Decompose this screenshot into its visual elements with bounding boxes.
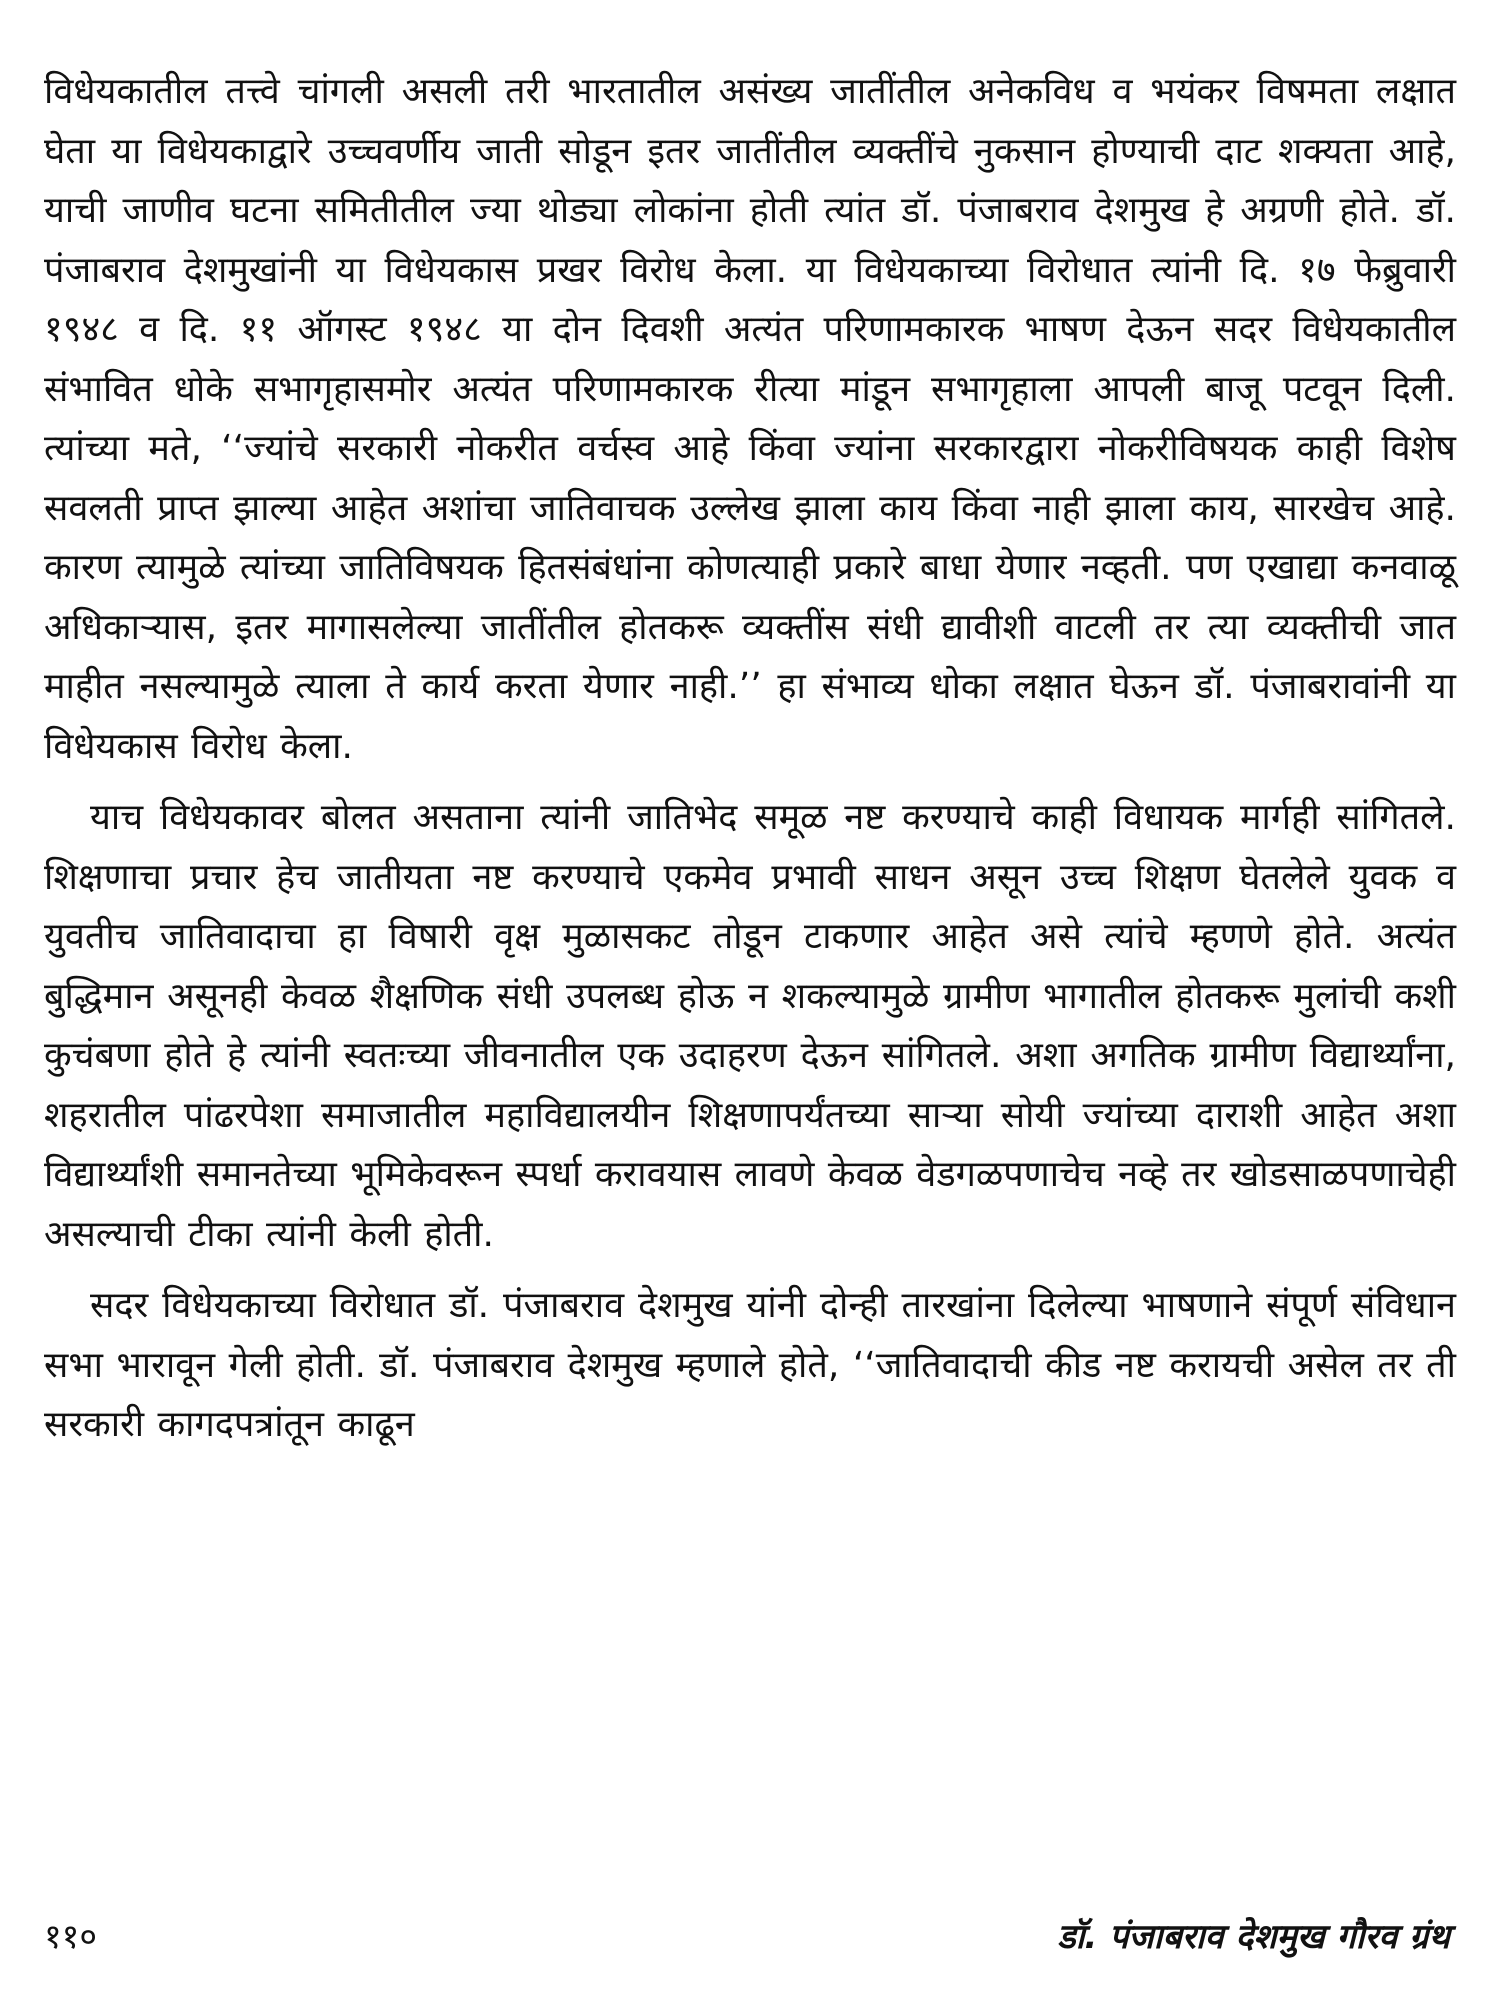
body-paragraph-1: विधेयकातील तत्त्वे चांगली असली तरी भारतातील असंख्य जातींतील अनेकविध व भयंकर विषमता लक्षात घेता या विधेयकाद्वारे उच्चवर्णीय जाती सोडून इतर जातींतील व्यक्तींचे नुकसान होण्याची दाट शक्यता आहे, याची जाणीव घटना समितीतील ज्या थोड्या लोकांना होती त्यांत डॉ. पंजाबराव देशमुख हे अग्रणी होते. डॉ. पंजाबराव देशमुखांनी या विधेयकास प्रखर विरोध केला. या विधेयकाच्या विरोधात त्यांनी दि. १७ फेब्रुवारी १९४८ व दि. ११ ऑगस्ट १९४८ या दोन दिवशी अत्यंत परिणामकारक भाषण देऊन सदर विधेयकातील संभावित धोके सभागृहासमोर अत्यंत परिणामकारक रीत्या मांडून सभागृहाला आपली बाजू पटवून दिली. त्यांच्या मते, ‘‘ज्यांचे सरकारी नोकरीत वर्चस्व आहे किंवा ज्यांना सरकारद्वारा नोकरीविषयक काही विशेष सवलती प्राप्त झाल्या आहेत अशांचा जातिवाचक उल्लेख झाला काय किंवा नाही झाला काय, सारखेच आहे. कारण त्यामुळे त्यांच्या जातिविषयक हितसंबंधांना कोणत्याही प्रकारे बाधा येणार नव्हती. पण एखाद्या कनवाळू अधिकाऱ्यास, इतर मागासलेल्या जातींतील होतकरू व्यक्तींस संधी द्यावीशी वाटली तर त्या व्यक्तीची जात माहीत नसल्यामुळे त्याला ते कार्य करता येणार नाही.’’ हा संभाव्य धोका लक्षात घेऊन डॉ. पंजाबरावांनी या विधेयकास विरोध केला.: [44, 71, 1456, 767]
running-title: डॉ. पंजाबराव देशमुख गौरव ग्रंथ: [1057, 1917, 1450, 1957]
body-paragraph-3: सदर विधेयकाच्या विरोधात डॉ. पंजाबराव देशमुख यांनी दोन्ही तारखांना दिलेल्या भाषणाने संपूर्ण संविधान सभा भारावून गेली होती. डॉ. पंजाबराव देशमुख म्हणाले होते, ‘‘जातिवादाची कीड नष्ट करायची असेल तर ती सरकारी कागदपत्रांतून काढून: [44, 1285, 1456, 1445]
page-number: ११०: [44, 1917, 98, 1957]
page-footer: [44, 1910, 1450, 1960]
body-paragraph-2: याच विधेयकावर बोलत असताना त्यांनी जातिभेद समूळ नष्ट करण्याचे काही विधायक मार्गही सांगितले. शिक्षणाचा प्रचार हेच जातीयता नष्ट करण्याचे एकमेव प्रभावी साधन असून उच्च शिक्षण घेतलेले युवक व युवतीच जातिवादाचा हा विषारी वृक्ष मुळासकट तोडून टाकणार आहेत असे त्यांचे म्हणणे होते. अत्यंत बुद्धिमान असूनही केवळ शैक्षणिक संधी उपलब्ध होऊ न शकल्यामुळे ग्रामीण भागातील होतकरू मुलांची कशी कुचंबणा होते हे त्यांनी स्वतःच्या जीवनातील एक उदाहरण देऊन सांगितले. अशा अगतिक ग्रामीण विद्यार्थ्यांना, शहरातील पांढरपेशा समाजातील महाविद्यालयीन शिक्षणापर्यंतच्या साऱ्या सोयी ज्यांच्या दाराशी आहेत अशा विद्यार्थ्यांशी समानतेच्या भूमिकेवरून स्पर्धा करावयास लावणे केवळ वेडगळपणाचेच नव्हे तर खोडसाळपणाचेही असल्याची टीका त्यांनी केली होती.: [44, 797, 1456, 1255]
